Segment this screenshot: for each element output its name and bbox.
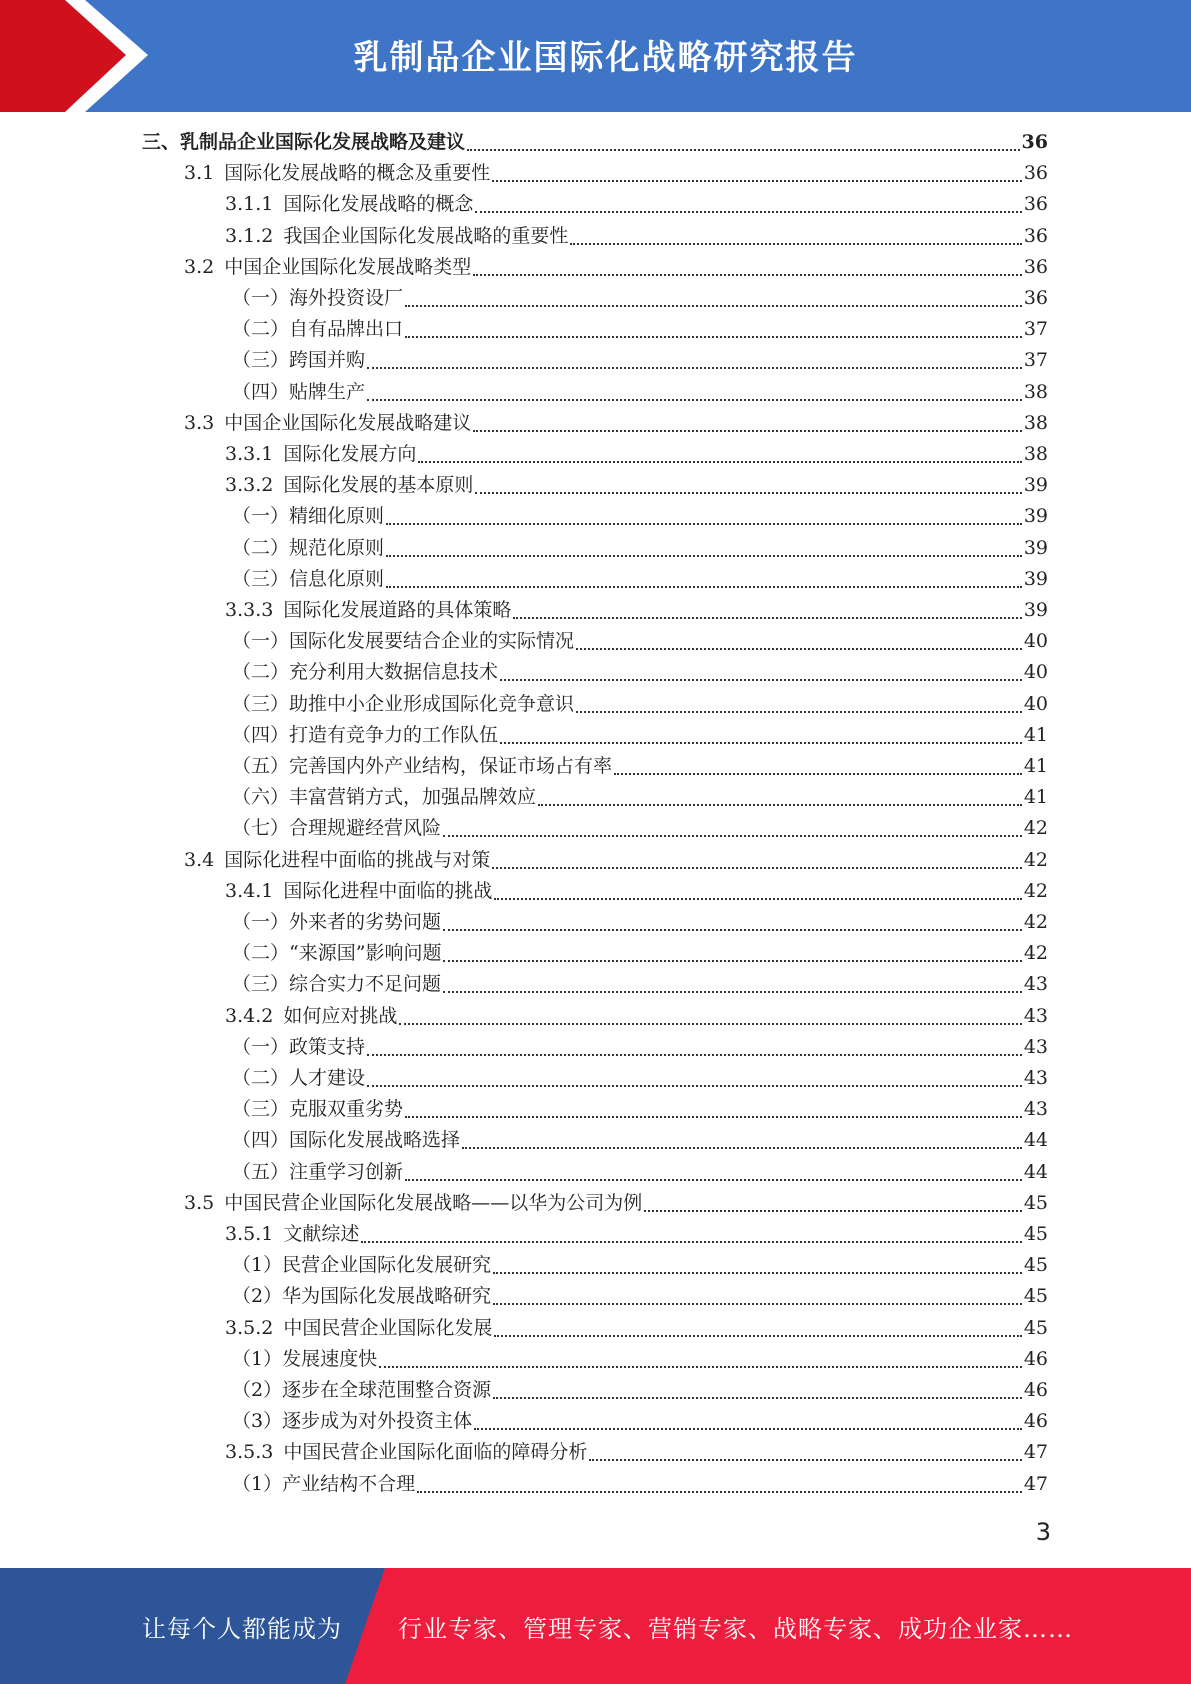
toc-entry-page: 43	[1023, 1067, 1048, 1089]
toc-entry-page: 42	[1023, 817, 1048, 840]
report-title: 乳制品企业国际化战略研究报告	[353, 37, 858, 78]
toc-entry-number: （三）	[232, 567, 290, 590]
toc-entry-title: 合理规避经营风险	[289, 817, 442, 840]
toc-dot-leader	[379, 1365, 1022, 1368]
toc-entry-page: 46	[1023, 1379, 1048, 1401]
toc-entry[interactable]	[232, 1125, 1048, 1156]
toc-entry[interactable]	[232, 720, 1048, 751]
toc-entry-number: 3.2	[184, 255, 215, 278]
toc-entry-page: 42	[1023, 911, 1048, 933]
toc-entry[interactable]	[232, 1375, 1048, 1406]
toc-entry-number: （二）	[232, 942, 290, 965]
toc-entry[interactable]	[232, 1094, 1048, 1125]
toc-entry[interactable]	[225, 1313, 1048, 1344]
toc-entry[interactable]	[232, 969, 1048, 1000]
toc-entry-title: 逐步成为对外投资主体	[282, 1410, 473, 1433]
toc-entry-page: 41	[1023, 786, 1048, 809]
toc-entry-title: 跨国并购	[289, 349, 366, 372]
toc-entry-number: （2）	[232, 1285, 283, 1308]
toc-entry-title: 中国企业国际化发展战略建议	[224, 411, 472, 434]
toc-entry-page: 43	[1023, 973, 1048, 996]
toc-entry-number: （三）	[232, 1098, 290, 1121]
toc-dot-leader	[513, 616, 1021, 619]
toc-entry-number: 3.4.1	[225, 879, 274, 902]
toc-entry-page: 45	[1023, 1223, 1048, 1245]
toc-entry[interactable]	[232, 345, 1048, 376]
toc-entry-title: 贴牌生产	[289, 380, 366, 403]
toc-entry-title: 规范化原则	[289, 536, 385, 559]
toc-entry[interactable]	[232, 1250, 1048, 1281]
toc-entry-page: 37	[1023, 349, 1048, 372]
toc-entry[interactable]	[142, 127, 1048, 158]
toc-entry-page: 36	[1023, 162, 1048, 185]
toc-entry-number: 3.5	[184, 1191, 215, 1214]
toc-entry[interactable]	[225, 595, 1048, 626]
toc-entry-page: 41	[1023, 755, 1048, 777]
toc-entry-title: 国际化发展战略选择	[289, 1129, 461, 1152]
toc-entry-number: （七）	[232, 817, 290, 840]
toc-entry[interactable]	[225, 189, 1048, 220]
toc-dot-leader	[492, 866, 1022, 869]
toc-entry-number: 3.3.3	[225, 599, 274, 621]
toc-entry-number: （一）	[232, 1035, 290, 1058]
page-header	[0, 0, 1191, 112]
toc-dot-leader	[462, 1146, 1022, 1149]
toc-entry-number: （三）	[232, 973, 290, 996]
toc-dot-leader	[475, 491, 1021, 494]
toc-entry-title: 乳制品企业国际化发展战略及建议	[180, 131, 466, 153]
toc-entry-page: 42	[1023, 942, 1048, 965]
toc-entry-number: （六）	[232, 786, 290, 809]
toc-entry-title: 如何应对挑战	[283, 1004, 398, 1027]
toc-entry-page: 36	[1021, 131, 1048, 153]
toc-entry-number: （一）	[232, 505, 290, 528]
toc-entry[interactable]	[232, 751, 1048, 782]
toc-entry-number: （二）	[232, 318, 290, 341]
toc-entry-title: “来源国”影响问题	[289, 942, 442, 965]
toc-entry[interactable]	[225, 1219, 1048, 1250]
toc-entry-title: 注重学习创新	[289, 1160, 404, 1183]
toc-dot-leader	[417, 1490, 1022, 1493]
toc-entry-page: 36	[1023, 255, 1048, 278]
toc-dot-leader	[386, 554, 1022, 557]
toc-entry-number: （一）	[232, 287, 290, 309]
toc-entry-title: 助推中小企业形成国际化竞争意识	[289, 692, 575, 715]
toc-entry-title: 产业结构不合理	[282, 1472, 416, 1495]
toc-entry-page: 39	[1023, 599, 1048, 621]
toc-entry-number: （二）	[232, 536, 290, 559]
toc-entry[interactable]	[225, 1437, 1048, 1468]
toc-entry[interactable]	[232, 377, 1048, 408]
toc-entry-page: 40	[1023, 661, 1048, 684]
toc-entry-title: 丰富营销方式，加强品牌效应	[289, 786, 537, 809]
toc-entry-number: （3）	[232, 1410, 283, 1433]
toc-dot-leader	[493, 1302, 1022, 1305]
toc-entry-page: 39	[1023, 474, 1048, 497]
toc-entry-number: （一）	[232, 911, 290, 933]
toc-entry[interactable]	[232, 1157, 1048, 1188]
toc-dot-leader	[494, 897, 1021, 900]
toc-entry[interactable]	[232, 501, 1048, 532]
toc-entry-number: （三）	[232, 692, 290, 715]
toc-dot-leader	[570, 242, 1021, 245]
toc-entry-number: 3.1.1	[225, 193, 274, 216]
toc-entry[interactable]	[232, 564, 1048, 595]
toc-entry-title: 国际化发展的基本原则	[283, 474, 474, 497]
toc-entry-title: 综合实力不足问题	[289, 973, 442, 996]
toc-entry[interactable]	[232, 938, 1048, 969]
toc-entry-number: （三）	[232, 349, 290, 372]
page-number: 3	[1035, 1518, 1051, 1546]
toc-entry-number: （四）	[232, 723, 290, 746]
toc-entry-number: （1）	[232, 1347, 283, 1370]
toc-entry-title: 文献综述	[283, 1223, 360, 1245]
toc-entry-title: 充分利用大数据信息技术	[289, 661, 499, 684]
toc-entry[interactable]	[232, 782, 1048, 813]
toc-dot-leader	[405, 1178, 1022, 1181]
toc-entry[interactable]	[184, 845, 1048, 876]
toc-entry-page: 39	[1023, 505, 1048, 528]
toc-entry-number: 3.1.2	[225, 224, 274, 247]
toc-dot-leader	[494, 1334, 1021, 1337]
toc-dot-leader	[361, 1240, 1021, 1243]
toc-entry-title: 自有品牌出口	[289, 318, 404, 341]
toc-entry-page: 38	[1023, 380, 1048, 403]
toc-entry-number: （五）	[232, 1160, 290, 1183]
toc-entry-number: （二）	[232, 1067, 290, 1089]
toc-entry-title: 完善国内外产业结构，保证市场占有率	[289, 755, 613, 777]
toc-entry-number: 三、	[142, 131, 181, 153]
toc-entry[interactable]	[232, 1406, 1048, 1437]
toc-entry[interactable]	[184, 408, 1048, 439]
toc-entry-page: 43	[1023, 1004, 1048, 1027]
toc-entry-title: 精细化原则	[289, 505, 385, 528]
toc-entry-title: 克服双重劣势	[289, 1098, 404, 1121]
toc-dot-leader	[405, 304, 1022, 307]
toc-entry-page: 38	[1023, 411, 1048, 434]
toc-entry-number: （四）	[232, 1129, 290, 1152]
footer-slogan-right: 行业专家、管理专家、营销专家、战略专家、成功企业家……	[398, 1614, 1073, 1643]
toc-entry-page: 42	[1023, 879, 1048, 902]
toc-entry-number: 3.1	[184, 162, 215, 185]
toc-entry[interactable]	[225, 1001, 1048, 1032]
toc-entry[interactable]	[232, 533, 1048, 564]
toc-entry-title: 国际化进程中面临的挑战	[283, 879, 493, 902]
toc-entry-title: 华为国际化发展战略研究	[282, 1285, 492, 1308]
toc-entry-title: 海外投资设厂	[289, 287, 404, 309]
toc-entry-title: 国际化发展要结合企业的实际情况	[289, 630, 575, 653]
toc-entry-number: 3.3.1	[225, 443, 274, 465]
toc-entry-number: （二）	[232, 661, 290, 684]
page-footer	[0, 1568, 1191, 1684]
toc-dot-leader	[443, 959, 1021, 962]
toc-entry-page: 43	[1023, 1098, 1048, 1121]
toc-dot-leader	[367, 366, 1022, 369]
toc-dot-leader	[493, 1271, 1022, 1274]
toc-entry-number: （1）	[232, 1472, 283, 1495]
toc-entry-page: 46	[1023, 1347, 1048, 1370]
toc-dot-leader	[443, 834, 1022, 837]
toc-entry-page: 38	[1023, 443, 1048, 465]
toc-entry-page: 44	[1023, 1129, 1048, 1152]
toc-entry-page: 45	[1023, 1316, 1048, 1339]
toc-entry-title: 发展速度快	[282, 1347, 378, 1370]
toc-entry-page: 40	[1023, 692, 1048, 715]
toc-dot-leader	[473, 273, 1022, 276]
toc-dot-leader	[443, 990, 1022, 993]
toc-entry-number: （2）	[232, 1379, 283, 1401]
toc-entry[interactable]	[184, 252, 1048, 283]
toc-entry-page: 45	[1023, 1191, 1048, 1214]
toc-entry-title: 国际化发展方向	[283, 443, 417, 465]
toc-entry-page: 43	[1023, 1035, 1048, 1058]
toc-dot-leader	[473, 429, 1022, 432]
toc-entry-title: 打造有竞争力的工作队伍	[289, 723, 499, 746]
toc-entry-number: （一）	[232, 630, 290, 653]
toc-dot-leader	[644, 1209, 1022, 1212]
toc-entry-number: 3.3	[184, 411, 215, 434]
toc-entry[interactable]	[225, 470, 1048, 501]
toc-entry-page: 42	[1023, 848, 1048, 871]
toc-entry-title: 中国企业国际化发展战略类型	[224, 255, 472, 278]
toc-entry-title: 国际化进程中面临的挑战与对策	[224, 848, 491, 871]
toc-entry-number: （1）	[232, 1254, 283, 1277]
toc-entry-title: 中国民营企业国际化面临的障碍分析	[283, 1441, 588, 1464]
toc-entry-title: 人才建设	[289, 1067, 366, 1089]
toc-entry[interactable]	[232, 1344, 1048, 1375]
toc-dot-leader	[386, 585, 1022, 588]
toc-dot-leader	[405, 335, 1022, 338]
toc-entry-page: 46	[1023, 1410, 1048, 1433]
toc-entry-number: （四）	[232, 380, 290, 403]
toc-entry[interactable]	[232, 1032, 1048, 1063]
toc-dot-leader	[386, 522, 1022, 525]
toc-dot-leader	[443, 928, 1022, 931]
toc-entry[interactable]	[184, 1188, 1048, 1219]
toc-entry[interactable]	[232, 283, 1048, 314]
toc-entry-number: （五）	[232, 755, 290, 777]
toc-entry-page: 37	[1023, 318, 1048, 341]
toc-dot-leader	[500, 678, 1022, 681]
footer-slogan-left: 让每个人都能成为	[142, 1614, 342, 1643]
toc-dot-leader	[474, 1427, 1022, 1430]
toc-entry-title: 信息化原则	[289, 567, 385, 590]
toc-entry-number: 3.5.2	[225, 1316, 274, 1339]
toc-dot-leader	[399, 1022, 1021, 1025]
toc-entry-page: 39	[1023, 536, 1048, 559]
toc-dot-leader	[500, 741, 1022, 744]
toc-entry-title: 国际化发展战略的概念	[283, 193, 474, 216]
toc-entry-number: 3.4.2	[225, 1004, 274, 1027]
toc-entry-page: 45	[1023, 1254, 1048, 1277]
toc-entry-title: 外来者的劣势问题	[289, 911, 442, 933]
toc-entry-number: 3.3.2	[225, 474, 274, 497]
toc-entry-page: 44	[1023, 1160, 1048, 1183]
toc-entry-title: 民营企业国际化发展研究	[282, 1254, 492, 1277]
toc-entry-title: 国际化发展道路的具体策略	[283, 599, 512, 621]
toc-entry-page: 40	[1023, 630, 1048, 653]
toc-dot-leader	[405, 1115, 1022, 1118]
toc-entry-title: 我国企业国际化发展战略的重要性	[283, 224, 569, 247]
toc-dot-leader	[576, 647, 1022, 650]
toc-entry-page: 39	[1023, 567, 1048, 590]
toc-dot-leader	[367, 1084, 1022, 1087]
toc-dot-leader	[493, 1396, 1022, 1399]
toc-entry[interactable]	[184, 158, 1048, 189]
toc-entry-number: 3.5.1	[225, 1223, 274, 1245]
toc-entry-page: 45	[1023, 1285, 1048, 1308]
toc-dot-leader	[467, 148, 1020, 151]
toc-entry[interactable]	[232, 1063, 1048, 1094]
toc-entry[interactable]	[232, 657, 1048, 688]
toc-dot-leader	[614, 772, 1022, 775]
toc-entry[interactable]	[225, 439, 1048, 470]
toc-entry[interactable]	[225, 221, 1048, 252]
toc-entry[interactable]	[232, 689, 1048, 720]
toc-entry[interactable]	[232, 314, 1048, 345]
toc-dot-leader	[418, 460, 1021, 463]
toc-dot-leader	[492, 179, 1022, 182]
toc-entry-title: 国际化发展战略的概念及重要性	[224, 162, 491, 185]
toc-entry[interactable]	[225, 876, 1048, 907]
toc-dot-leader	[475, 210, 1021, 213]
toc-dot-leader	[367, 398, 1022, 401]
toc-dot-leader	[538, 803, 1022, 806]
toc-entry-title: 中国民营企业国际化发展战略——以华为公司为例	[224, 1191, 643, 1214]
toc-dot-leader	[367, 1053, 1022, 1056]
toc-entry[interactable]	[232, 1469, 1048, 1500]
toc-entry-title: 政策支持	[289, 1035, 366, 1058]
toc-entry-number: 3.5.3	[225, 1441, 274, 1464]
toc-entry-page: 36	[1023, 287, 1048, 309]
toc-entry-page: 36	[1023, 193, 1048, 216]
toc-entry-page: 41	[1023, 723, 1048, 746]
toc-entry[interactable]	[232, 626, 1048, 657]
toc-dot-leader	[576, 710, 1022, 713]
toc-entry[interactable]	[232, 1281, 1048, 1312]
toc-entry-number: 3.4	[184, 848, 215, 871]
toc-entry-title: 逐步在全球范围整合资源	[282, 1379, 492, 1401]
toc-dot-leader	[589, 1458, 1021, 1461]
toc-entry[interactable]	[232, 813, 1048, 844]
toc-entry-page: 47	[1023, 1472, 1048, 1495]
toc-entry-title: 中国民营企业国际化发展	[283, 1316, 493, 1339]
toc-entry-page: 36	[1023, 224, 1048, 247]
toc-entry[interactable]	[232, 907, 1048, 938]
toc-entry-page: 47	[1023, 1441, 1048, 1464]
